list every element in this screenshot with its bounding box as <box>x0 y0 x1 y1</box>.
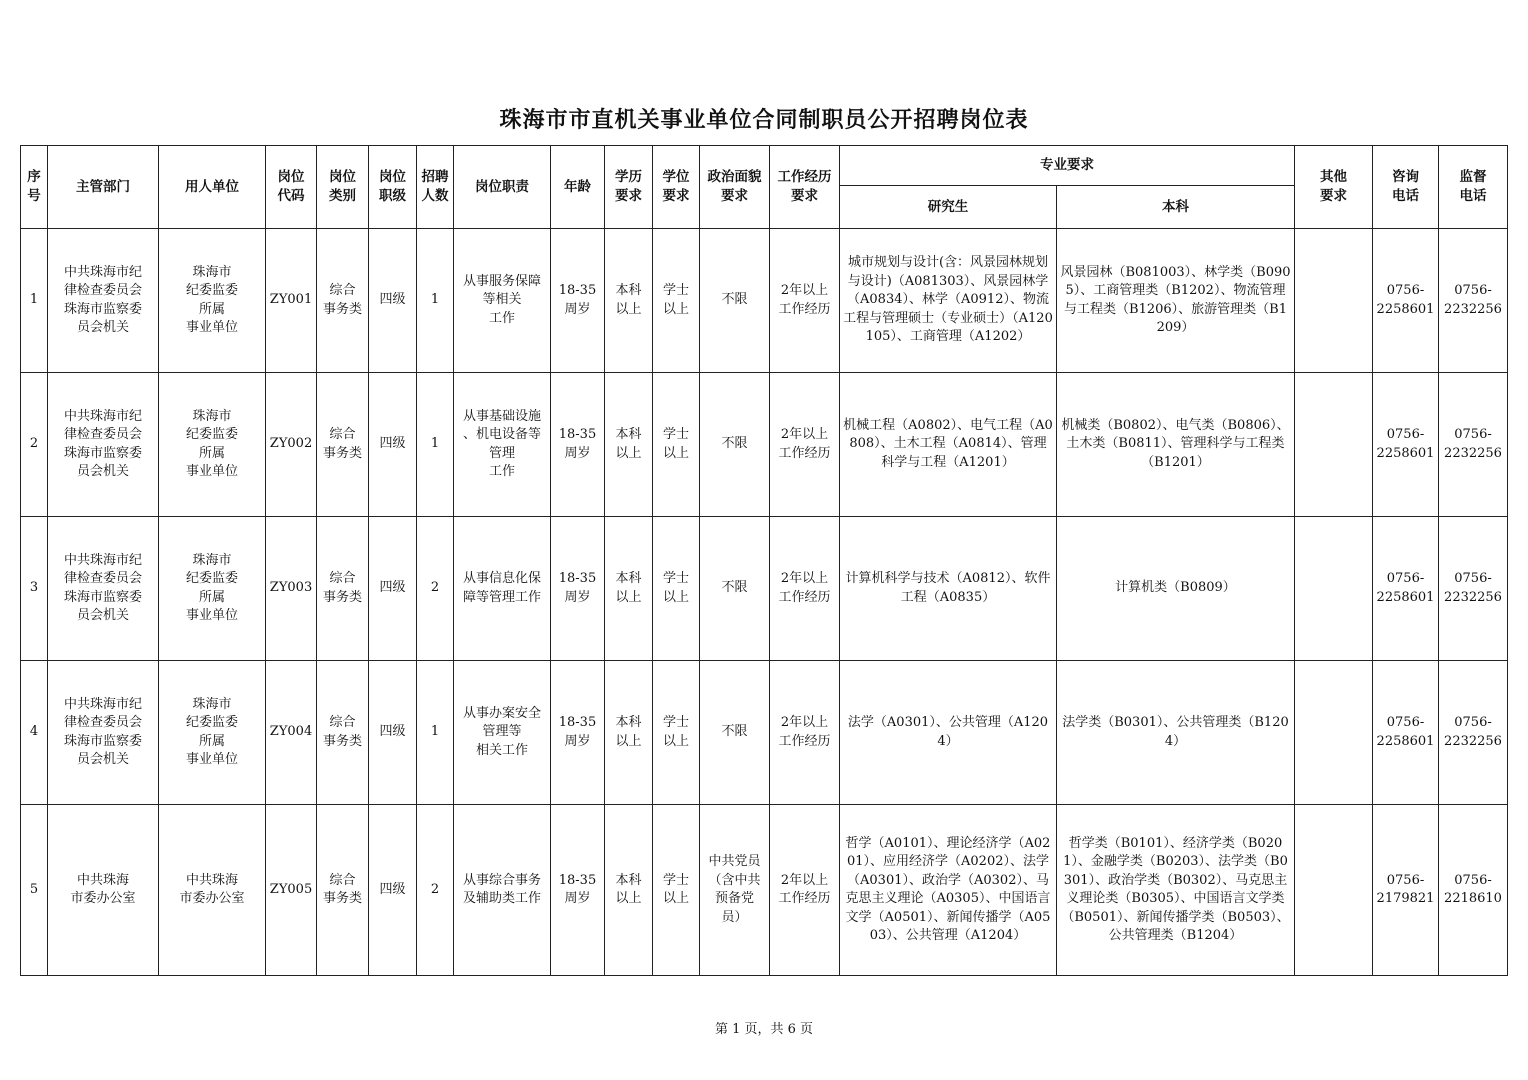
cell-count: 1 <box>417 373 454 517</box>
cell-graduate-major: 机械工程（A0802）、电气工程（A0808）、土木工程（A0814）、管理科学与工程（A1201） <box>840 373 1057 517</box>
cell-graduate-major: 城市规划与设计(含：风景园林规划与设计)（A081303）、风景园林学（A0834）、林学（A0912）、物流工程与管理硕士（专业硕士）（A120105）、工商管理（A1202） <box>840 229 1057 373</box>
cell-unit: 珠海市 纪委监委 所属 事业单位 <box>159 517 266 661</box>
cell-count: 2 <box>417 517 454 661</box>
cell-consult-phone: 0756- 2258601 <box>1373 229 1439 373</box>
cell-degree: 学士 以上 <box>653 805 700 976</box>
cell-age: 18-35 周岁 <box>551 229 605 373</box>
cell-other <box>1295 373 1373 517</box>
cell-seq: 2 <box>21 373 48 517</box>
cell-graduate-major: 法学（A0301）、公共管理（A1204） <box>840 661 1057 805</box>
header-dept: 主管部门 <box>48 146 159 229</box>
cell-degree: 学士 以上 <box>653 661 700 805</box>
cell-consult-phone: 0756- 2258601 <box>1373 517 1439 661</box>
cell-supervise-phone: 0756- 2232256 <box>1439 661 1508 805</box>
header-unit: 用人单位 <box>159 146 266 229</box>
cell-category: 综合 事务类 <box>317 661 369 805</box>
cell-unit: 珠海市 纪委监委 所属 事业单位 <box>159 229 266 373</box>
cell-category: 综合 事务类 <box>317 229 369 373</box>
cell-seq: 3 <box>21 517 48 661</box>
cell-level: 四级 <box>369 229 417 373</box>
cell-level: 四级 <box>369 517 417 661</box>
header-code: 岗位 代码 <box>266 146 317 229</box>
cell-code: ZY003 <box>266 517 317 661</box>
cell-education: 本科 以上 <box>605 805 653 976</box>
cell-undergrad-major: 计算机类（B0809） <box>1057 517 1295 661</box>
header-education: 学历 要求 <box>605 146 653 229</box>
header-degree: 学位 要求 <box>653 146 700 229</box>
cell-undergrad-major: 哲学类（B0101）、经济学类（B0201）、金融学类（B0203）、法学类（B0301）、政治学类（B0302）、马克思主义理论类（B0305）、中国语言文学类（B0501）、新闻传播学类（B0503）、公共管理类（B1204） <box>1057 805 1295 976</box>
table-row <box>21 373 1508 517</box>
cell-experience: 2年以上 工作经历 <box>770 661 840 805</box>
cell-count: 2 <box>417 805 454 976</box>
cell-duty: 从事基础设施 、机电设备等 管理 工作 <box>454 373 551 517</box>
header-experience: 工作经历 要求 <box>770 146 840 229</box>
cell-political: 不限 <box>700 661 770 805</box>
cell-unit: 中共珠海 市委办公室 <box>159 805 266 976</box>
cell-consult-phone: 0756- 2258601 <box>1373 373 1439 517</box>
cell-undergrad-major: 法学类（B0301）、公共管理类（B1204） <box>1057 661 1295 805</box>
cell-code: ZY004 <box>266 661 317 805</box>
header-consult: 咨询 电话 <box>1373 146 1439 229</box>
cell-duty: 从事信息化保 障等管理工作 <box>454 517 551 661</box>
header-count: 招聘 人数 <box>417 146 454 229</box>
cell-consult-phone: 0756- 2258601 <box>1373 661 1439 805</box>
cell-other <box>1295 517 1373 661</box>
cell-level: 四级 <box>369 373 417 517</box>
header-graduate: 研究生 <box>840 186 1057 229</box>
header-other: 其他 要求 <box>1295 146 1373 229</box>
cell-education: 本科 以上 <box>605 229 653 373</box>
cell-political: 不限 <box>700 229 770 373</box>
cell-dept: 中共珠海 市委办公室 <box>48 805 159 976</box>
cell-duty: 从事服务保障 等相关 工作 <box>454 229 551 373</box>
cell-count: 1 <box>417 229 454 373</box>
cell-age: 18-35 周岁 <box>551 373 605 517</box>
cell-level: 四级 <box>369 805 417 976</box>
cell-political: 中共党员 （含中共 预备党 员） <box>700 805 770 976</box>
cell-other <box>1295 805 1373 976</box>
cell-consult-phone: 0756- 2179821 <box>1373 805 1439 976</box>
cell-degree: 学士 以上 <box>653 229 700 373</box>
header-category: 岗位 类别 <box>317 146 369 229</box>
page-footer: 第 1 页，共 6 页 <box>714 1022 814 1037</box>
header-level: 岗位 职级 <box>369 146 417 229</box>
page-title: 珠海市市直机关事业单位合同制职员公开招聘岗位表 <box>499 108 1029 133</box>
cell-category: 综合 事务类 <box>317 517 369 661</box>
table-row <box>21 805 1508 976</box>
cell-age: 18-35 周岁 <box>551 661 605 805</box>
cell-category: 综合 事务类 <box>317 805 369 976</box>
cell-dept: 中共珠海市纪 律检查委员会 珠海市监察委 员会机关 <box>48 229 159 373</box>
cell-experience: 2年以上 工作经历 <box>770 805 840 976</box>
header-undergrad: 本科 <box>1057 186 1295 229</box>
cell-code: ZY005 <box>266 805 317 976</box>
cell-supervise-phone: 0756- 2218610 <box>1439 805 1508 976</box>
cell-degree: 学士 以上 <box>653 517 700 661</box>
cell-political: 不限 <box>700 373 770 517</box>
cell-unit: 珠海市 纪委监委 所属 事业单位 <box>159 661 266 805</box>
cell-duty: 从事综合事务 及辅助类工作 <box>454 805 551 976</box>
cell-seq: 1 <box>21 229 48 373</box>
cell-age: 18-35 周岁 <box>551 517 605 661</box>
cell-graduate-major: 计算机科学与技术（A0812）、软件工程（A0835） <box>840 517 1057 661</box>
header-supervise: 监督 电话 <box>1439 146 1508 229</box>
table-row <box>21 517 1508 661</box>
cell-education: 本科 以上 <box>605 661 653 805</box>
header-row <box>21 146 1508 186</box>
cell-education: 本科 以上 <box>605 517 653 661</box>
cell-degree: 学士 以上 <box>653 373 700 517</box>
cell-seq: 5 <box>21 805 48 976</box>
cell-supervise-phone: 0756- 2232256 <box>1439 229 1508 373</box>
cell-unit: 珠海市 纪委监委 所属 事业单位 <box>159 373 266 517</box>
header-major: 专业要求 <box>840 146 1295 186</box>
cell-experience: 2年以上 工作经历 <box>770 517 840 661</box>
header-seq: 序 号 <box>21 146 48 229</box>
cell-count: 1 <box>417 661 454 805</box>
cell-other <box>1295 661 1373 805</box>
header-duty: 岗位职责 <box>454 146 551 229</box>
cell-political: 不限 <box>700 517 770 661</box>
cell-duty: 从事办案安全 管理等 相关工作 <box>454 661 551 805</box>
cell-dept: 中共珠海市纪 律检查委员会 珠海市监察委 员会机关 <box>48 517 159 661</box>
cell-other <box>1295 229 1373 373</box>
cell-supervise-phone: 0756- 2232256 <box>1439 373 1508 517</box>
table-row <box>21 661 1508 805</box>
cell-code: ZY002 <box>266 373 317 517</box>
cell-seq: 4 <box>21 661 48 805</box>
cell-category: 综合 事务类 <box>317 373 369 517</box>
cell-experience: 2年以上 工作经历 <box>770 373 840 517</box>
cell-level: 四级 <box>369 661 417 805</box>
cell-education: 本科 以上 <box>605 373 653 517</box>
cell-dept: 中共珠海市纪 律检查委员会 珠海市监察委 员会机关 <box>48 661 159 805</box>
cell-age: 18-35 周岁 <box>551 805 605 976</box>
cell-code: ZY001 <box>266 229 317 373</box>
cell-experience: 2年以上 工作经历 <box>770 229 840 373</box>
cell-graduate-major: 哲学（A0101）、理论经济学（A0201）、应用经济学（A0202）、法学（A0301）、政治学（A0302）、马克思主义理论（A0305）、中国语言文学（A0501）、新闻传播学（A0503）、公共管理（A1204） <box>840 805 1057 976</box>
header-political: 政治面貌 要求 <box>700 146 770 229</box>
table-row <box>21 229 1508 373</box>
cell-undergrad-major: 机械类（B0802）、电气类（B0806）、土木类（B0811）、管理科学与工程类（B1201） <box>1057 373 1295 517</box>
header-age: 年龄 <box>551 146 605 229</box>
recruitment-table <box>20 145 1508 976</box>
cell-dept: 中共珠海市纪 律检查委员会 珠海市监察委 员会机关 <box>48 373 159 517</box>
cell-supervise-phone: 0756- 2232256 <box>1439 517 1508 661</box>
cell-undergrad-major: 风景园林（B081003）、林学类（B0905）、工商管理类（B1202）、物流管理与工程类（B1206）、旅游管理类（B1209） <box>1057 229 1295 373</box>
